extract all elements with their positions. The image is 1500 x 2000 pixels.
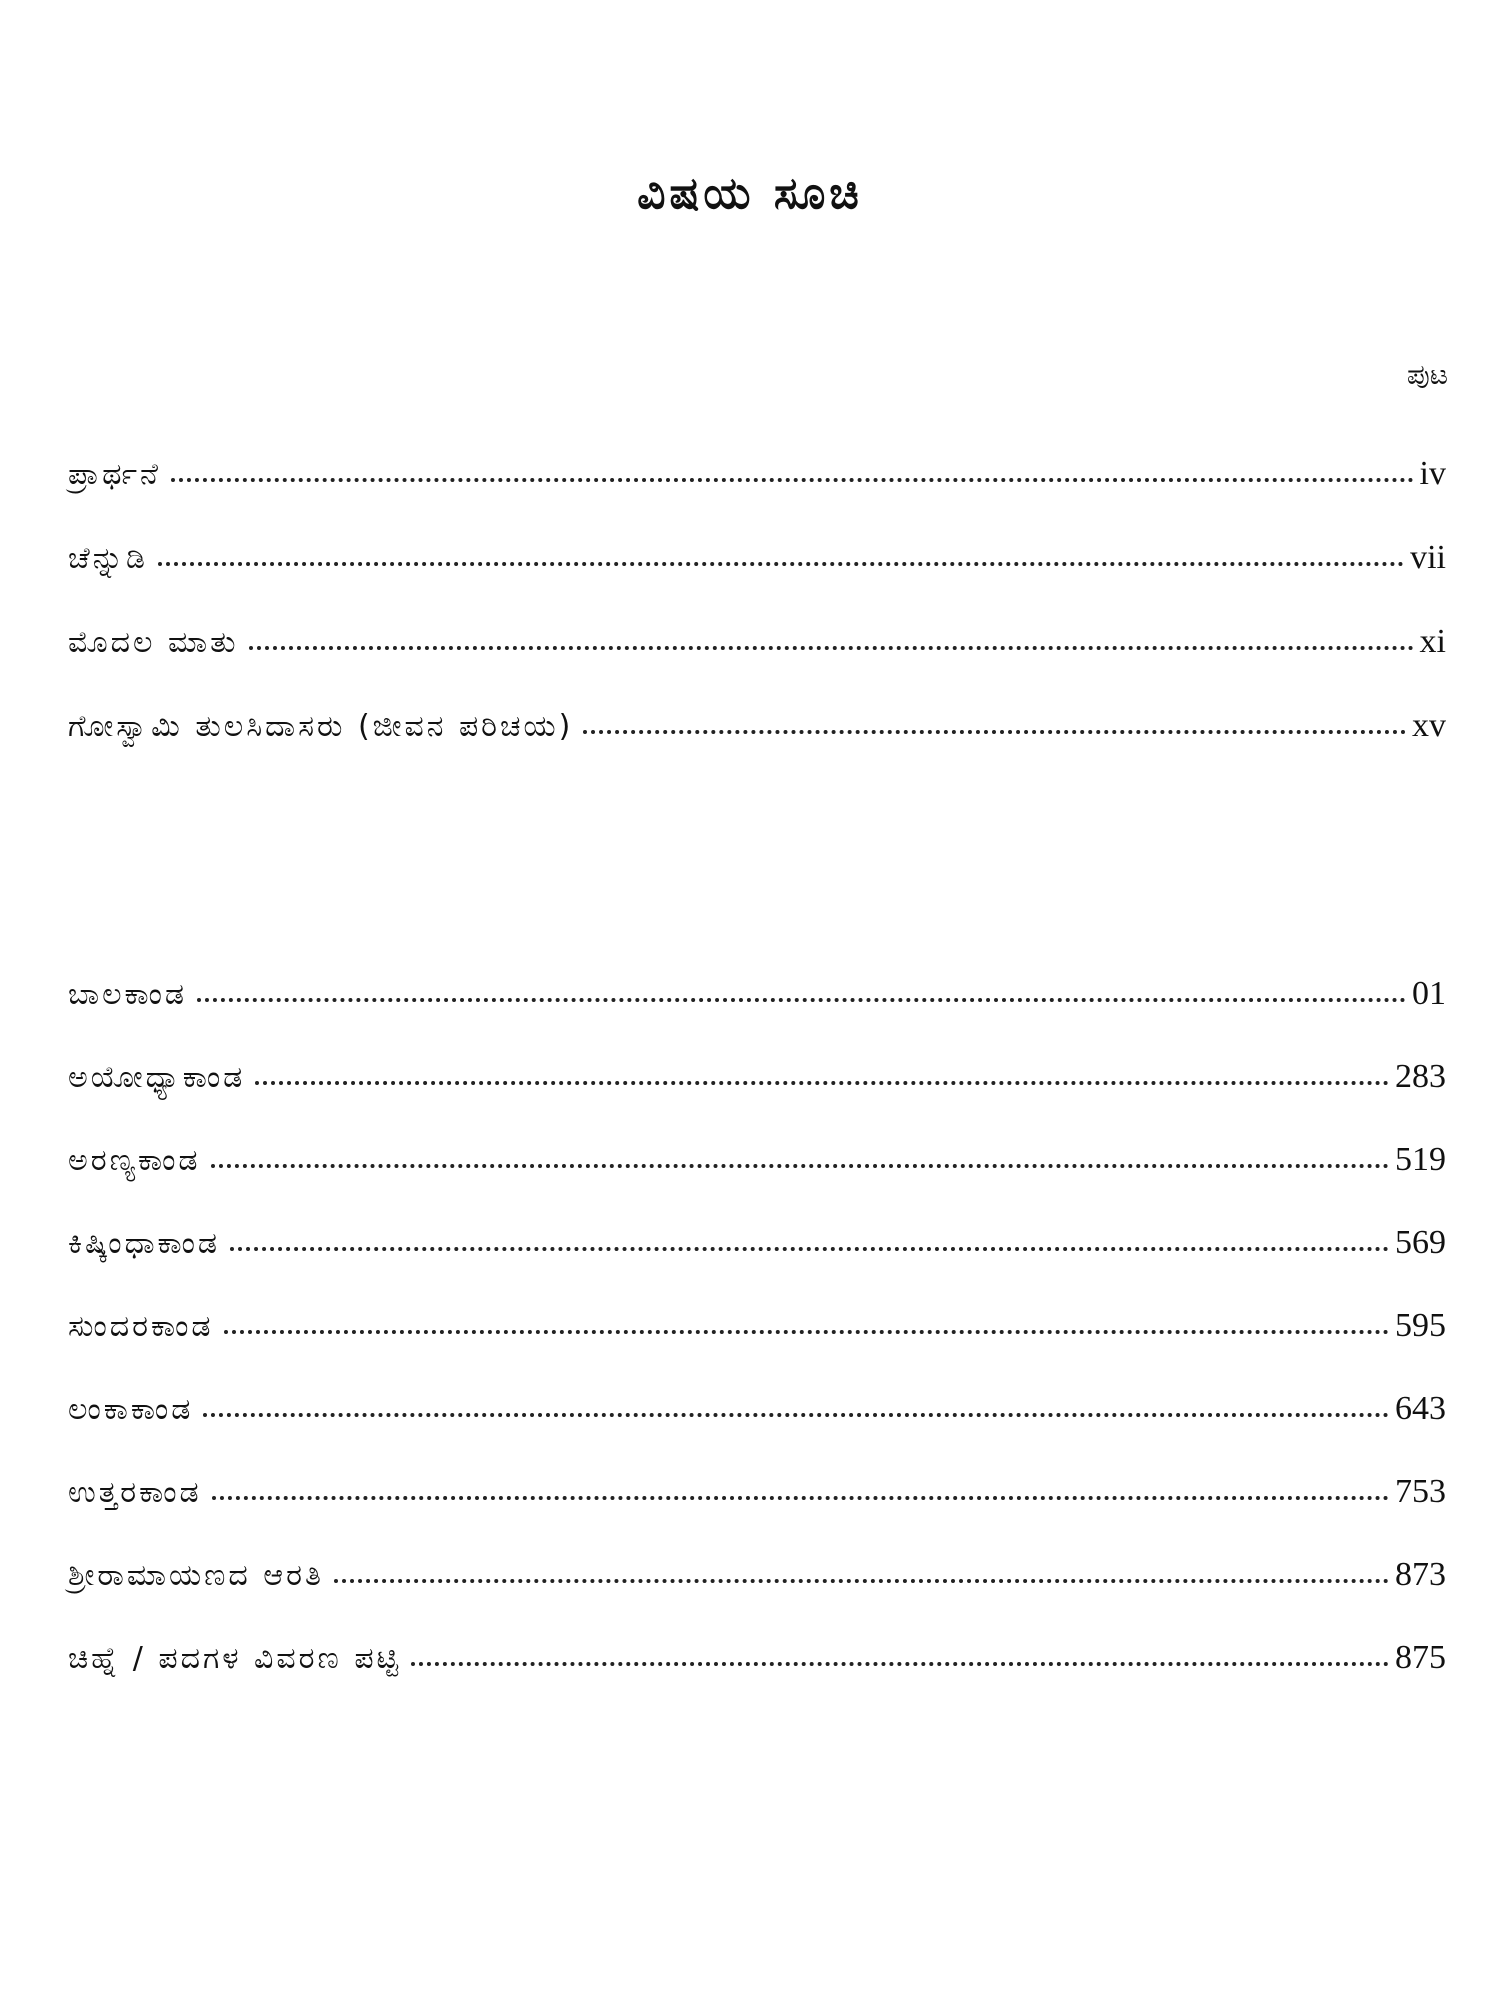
- toc-entry-label: ಚಿಹ್ನೆ / ಪದಗಳ ವಿವರಣ ಪಟ್ಟಿ: [68, 1641, 402, 1676]
- toc-chapters: [68, 975, 1446, 1722]
- toc-entry-page: 595: [1395, 1307, 1446, 1344]
- dot-leader: [230, 1247, 1389, 1251]
- toc-entry: [68, 539, 1446, 579]
- toc-entry-page: 283: [1395, 1058, 1446, 1095]
- toc-entry-label: ಸುಂದರಕಾಂಡ: [68, 1309, 214, 1344]
- dot-leader: [249, 646, 1414, 650]
- dot-leader: [211, 1164, 1389, 1168]
- dot-leader: [158, 562, 1404, 566]
- toc-entry-label: ಕಿಷ್ಕಿಂಧಾಕಾಂಡ: [68, 1226, 221, 1261]
- dot-leader: [203, 1413, 1389, 1417]
- dot-leader: [224, 1330, 1390, 1334]
- toc-entry-label: ಶ್ರೀರಾಮಾಯಣದ ಆರತಿ: [68, 1558, 324, 1593]
- toc-entry: [68, 1390, 1446, 1430]
- page-title: ವಿಷಯ ಸೂಚಿ: [637, 168, 863, 219]
- toc-entry-label: ಮೊದಲ ಮಾತು: [68, 625, 239, 660]
- toc-entry: [68, 1307, 1446, 1347]
- toc-entry-page: 873: [1395, 1556, 1446, 1593]
- toc-entry: [68, 1556, 1446, 1596]
- dot-leader: [171, 478, 1414, 482]
- dot-leader: [255, 1081, 1389, 1085]
- dot-leader: [411, 1662, 1389, 1666]
- toc-entry: [68, 623, 1446, 663]
- toc-entry-label: ಉತ್ತರಕಾಂಡ: [68, 1475, 202, 1510]
- toc-entry-label: ಪ್ರಾರ್ಥನೆ: [68, 457, 161, 492]
- page-column-heading: ಪುಟ: [1406, 358, 1448, 391]
- toc-entry: [68, 1639, 1446, 1679]
- toc-entry: [68, 1473, 1446, 1513]
- toc-entry-page: xv: [1412, 707, 1446, 744]
- toc-entry: [68, 1224, 1446, 1264]
- toc-entry-page: iv: [1419, 455, 1446, 492]
- toc-entry-page: 753: [1395, 1473, 1446, 1510]
- toc-entry: [68, 455, 1446, 495]
- dot-leader: [212, 1496, 1389, 1500]
- toc-entry-page: xi: [1419, 623, 1446, 660]
- toc-entry-label: ಚೆನ್ನುಡಿ: [68, 541, 148, 576]
- toc-entry-label: ಬಾಲಕಾಂಡ: [68, 977, 188, 1012]
- toc-entry: [68, 1141, 1446, 1181]
- toc-entry-label: ಅರಣ್ಯಕಾಂಡ: [68, 1143, 201, 1178]
- toc-entry-label: ಅಯೋಧ್ಯಾಕಾಂಡ: [68, 1060, 246, 1095]
- toc-entry-page: 875: [1395, 1639, 1446, 1676]
- toc-entry: [68, 975, 1446, 1015]
- dot-leader: [334, 1579, 1389, 1583]
- toc-entry-label: ಗೋಸ್ವಾಮಿ ತುಲಸಿದಾಸರು (ಜೀವನ ಪರಿಚಯ): [68, 709, 574, 744]
- toc-entry-page: 01: [1412, 975, 1446, 1012]
- toc-entry: [68, 1058, 1446, 1098]
- toc-entry-label: ಲಂಕಾಕಾಂಡ: [68, 1392, 194, 1427]
- toc-entry-page: 519: [1395, 1141, 1446, 1178]
- toc-entry-page: vii: [1410, 539, 1446, 576]
- toc-front-matter: [68, 455, 1446, 791]
- dot-leader: [197, 998, 1406, 1002]
- toc-entry: [68, 707, 1446, 747]
- dot-leader: [583, 730, 1406, 734]
- toc-entry-page: 569: [1395, 1224, 1446, 1261]
- toc-entry-page: 643: [1395, 1390, 1446, 1427]
